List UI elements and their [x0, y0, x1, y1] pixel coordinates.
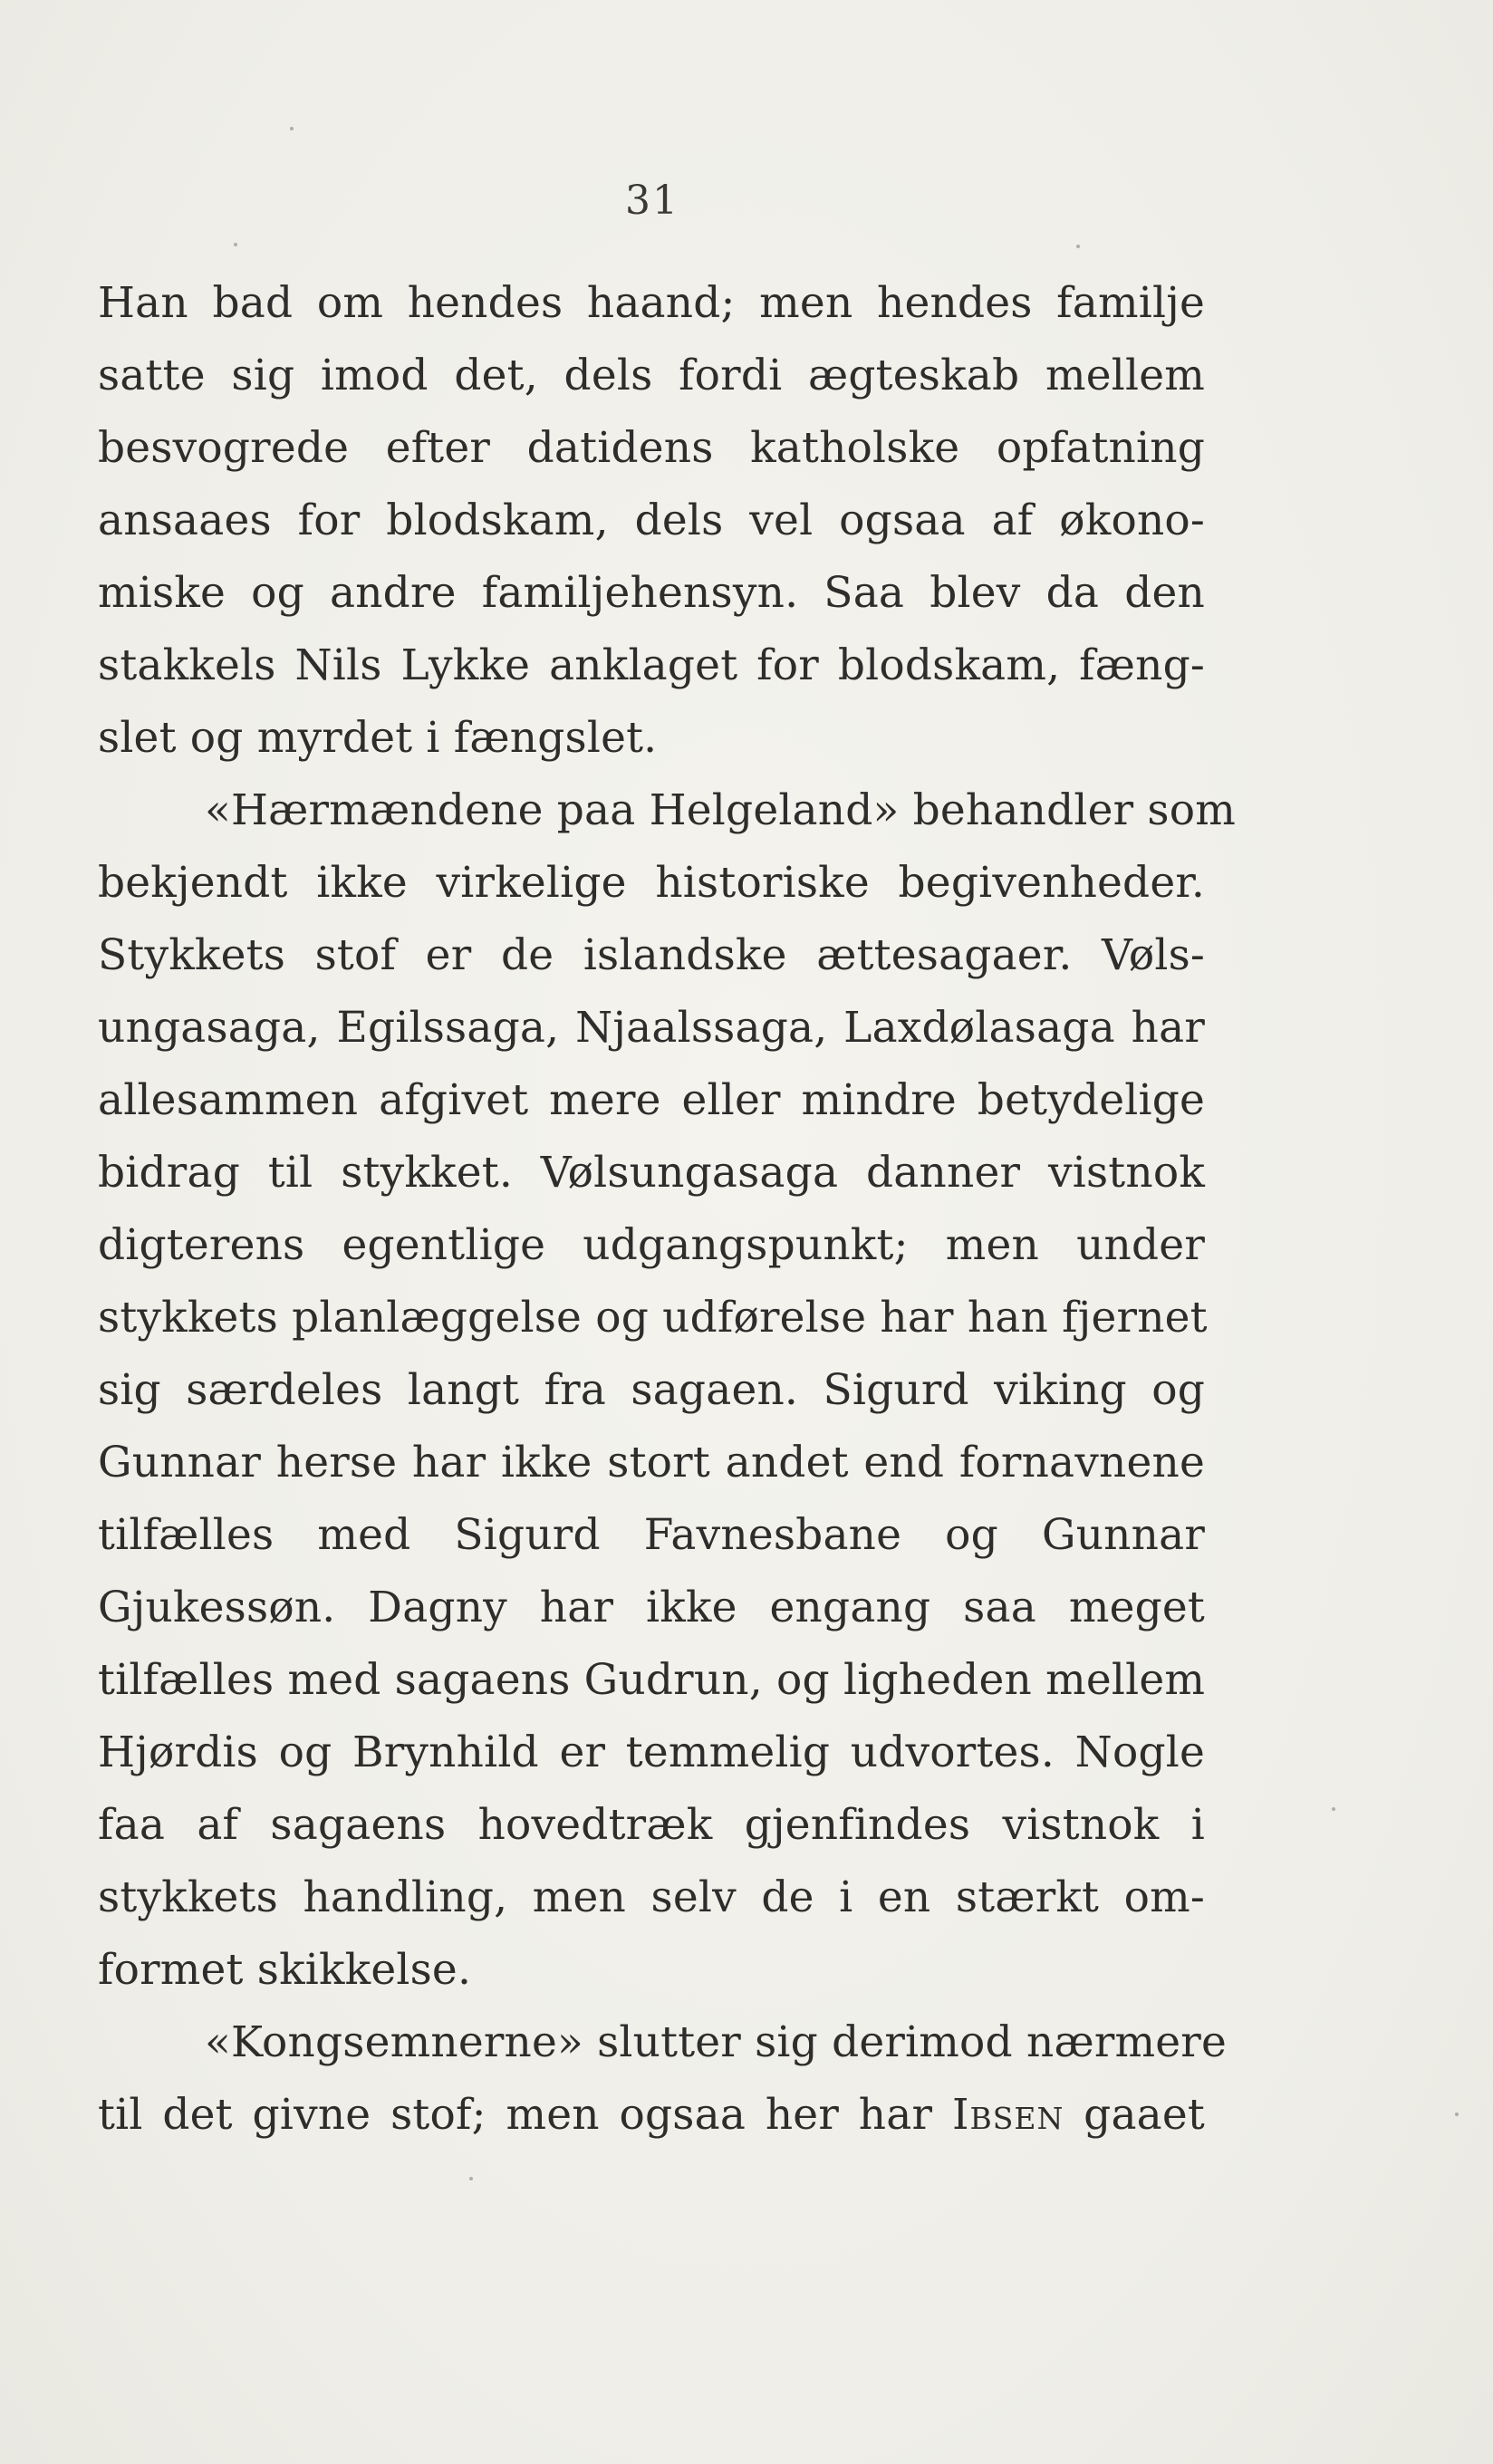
- text-line: tilfælles med sagaens Gudrun, og ligheden mellem: [98, 1655, 1206, 1705]
- text-line: bidrag til stykket. Vølsungasaga danner vistnok: [98, 1148, 1205, 1198]
- text-line: slet og myrdet i fængslet.: [98, 713, 658, 763]
- scan-speck: [290, 127, 294, 130]
- text-line: faa af sagaens hovedtræk gjenfindes vistnok i: [98, 1800, 1205, 1850]
- scan-speck: [1455, 2113, 1459, 2116]
- text-line: Gunnar herse har ikke stort andet end fornavnene: [98, 1438, 1205, 1487]
- scan-speck: [234, 243, 237, 246]
- text-line: stykkets planlæggelse og udførelse har han fjernet: [98, 1293, 1208, 1343]
- text-line: sig særdeles langt fra sagaen. Sigurd viking og: [98, 1365, 1205, 1415]
- text-line: ungasaga, Egilssaga, Njaalssaga, Laxdølasaga har: [98, 1003, 1205, 1053]
- author-name: Ibsen: [951, 2090, 1064, 2140]
- text-line: Hjørdis og Brynhild er temmelig udvortes. Nogle: [98, 1728, 1205, 1777]
- page-number: 31: [625, 178, 679, 224]
- text-line: stykkets handling, men selv de i en stærkt om-: [98, 1872, 1205, 1922]
- text-line: satte sig imod det, dels fordi ægteskab mellem: [98, 351, 1205, 400]
- text-line: miske og andre familjehensyn. Saa blev da den: [98, 568, 1205, 618]
- text-line: ansaaes for blodskam, dels vel ogsaa af økono-: [98, 496, 1205, 545]
- text-line: «Kongsemnerne» slutter sig derimod nærmere: [205, 2017, 1227, 2067]
- text-line: Stykkets stof er de islandske ættesagaer. Vøls-: [98, 930, 1205, 980]
- text-line: stakkels Nils Lykke anklaget for blodskam, fæng-: [98, 640, 1205, 690]
- text-line: digterens egentlige udgangspunkt; men under: [98, 1220, 1205, 1270]
- scan-speck: [1076, 245, 1080, 248]
- scan-speck: [1332, 1807, 1335, 1811]
- text-line: besvogrede efter datidens katholske opfatning: [98, 423, 1205, 473]
- text-line-with-name: [98, 2079, 1205, 2151]
- text-line: «Hærmændene paa Helgeland» behandler som: [205, 785, 1237, 835]
- body-text: [98, 267, 1237, 2151]
- text-segment: gaaet: [1064, 2090, 1205, 2140]
- text-line: allesammen afgivet mere eller mindre betydelige: [98, 1075, 1205, 1125]
- text-line: bekjendt ikke virkelige historiske begivenheder.: [98, 858, 1205, 908]
- text-segment: til det givne stof; men ogsaa her har: [98, 2090, 952, 2140]
- text-line: Gjukessøn. Dagny har ikke engang saa meget: [98, 1583, 1205, 1632]
- text-line: Han bad om hendes haand; men hendes familje: [98, 278, 1205, 328]
- text-line: formet skikkelse.: [98, 1945, 472, 1995]
- text-line: tilfælles med Sigurd Favnesbane og Gunnar: [98, 1510, 1205, 1560]
- scan-speck: [469, 2177, 473, 2180]
